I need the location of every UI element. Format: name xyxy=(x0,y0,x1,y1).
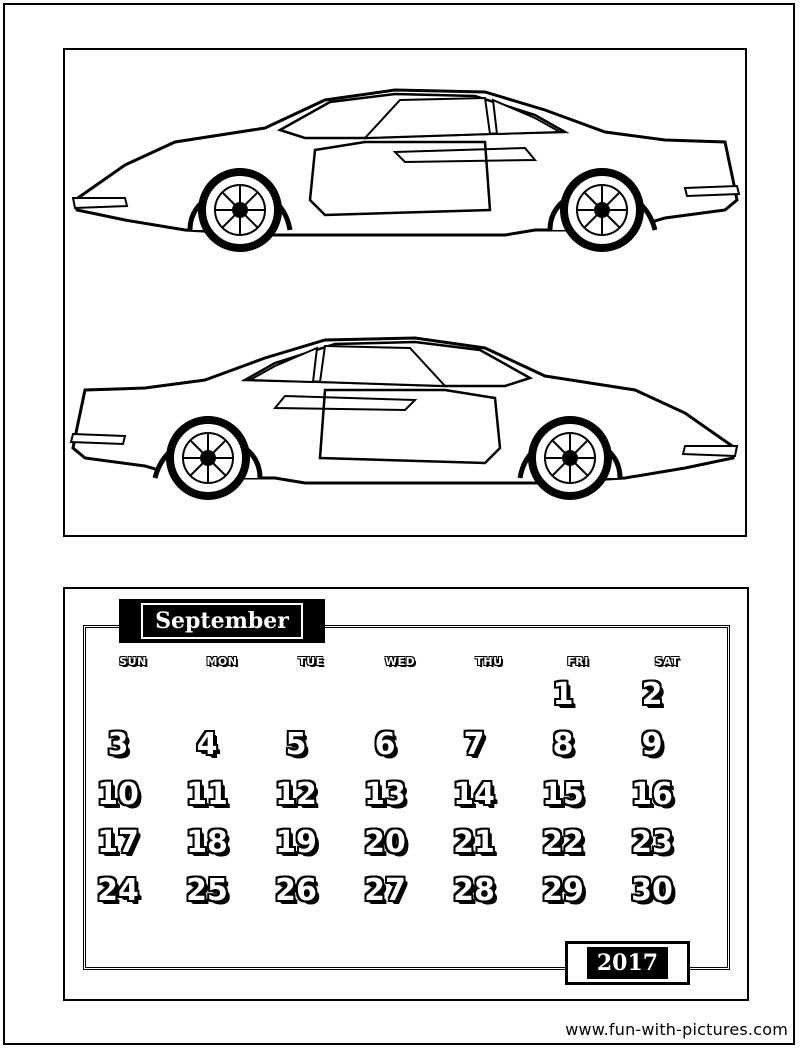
day-7: 7 xyxy=(463,727,485,762)
sports-cars-illustration xyxy=(65,50,745,535)
calendar-frame xyxy=(63,587,749,1001)
day-1: 1 xyxy=(552,677,574,712)
day-11: 11 xyxy=(186,777,228,812)
day-13: 13 xyxy=(364,777,406,812)
day-20: 20 xyxy=(364,825,406,860)
day-15: 15 xyxy=(542,777,584,812)
weekday-wed: WED xyxy=(384,655,416,668)
weekday-mon: MON xyxy=(206,655,238,668)
weekday-thu: THU xyxy=(475,655,503,668)
day-17: 17 xyxy=(97,825,139,860)
day-23: 23 xyxy=(631,825,673,860)
day-27: 27 xyxy=(364,873,406,908)
month-name: September xyxy=(141,603,303,639)
weekday-header-row xyxy=(87,655,727,671)
day-14: 14 xyxy=(453,777,495,812)
weekday-sat: SAT xyxy=(654,655,680,668)
day-30: 30 xyxy=(631,873,673,908)
day-18: 18 xyxy=(186,825,228,860)
day-2: 2 xyxy=(641,677,663,712)
day-29: 29 xyxy=(542,873,584,908)
month-label xyxy=(119,599,325,643)
day-12: 12 xyxy=(275,777,317,812)
year-value: 2017 xyxy=(587,947,668,979)
site-credit: www.fun-with-pictures.com xyxy=(565,1020,788,1039)
day-25: 25 xyxy=(186,873,228,908)
day-28: 28 xyxy=(453,873,495,908)
weekday-fri: FRI xyxy=(567,655,589,668)
day-6: 6 xyxy=(374,727,396,762)
day-10: 10 xyxy=(97,777,139,812)
weekday-tue: TUE xyxy=(298,655,324,668)
car-top xyxy=(73,90,739,248)
car-bottom xyxy=(71,338,737,496)
weekday-sun: SUN xyxy=(119,655,147,668)
coloring-picture-frame xyxy=(63,48,747,537)
day-4: 4 xyxy=(196,727,218,762)
day-16: 16 xyxy=(631,777,673,812)
day-5: 5 xyxy=(285,727,307,762)
day-9: 9 xyxy=(641,727,663,762)
day-3: 3 xyxy=(107,727,129,762)
day-22: 22 xyxy=(542,825,584,860)
day-26: 26 xyxy=(275,873,317,908)
day-24: 24 xyxy=(97,873,139,908)
day-21: 21 xyxy=(453,825,495,860)
day-8: 8 xyxy=(552,727,574,762)
day-19: 19 xyxy=(275,825,317,860)
year-label xyxy=(565,941,690,985)
